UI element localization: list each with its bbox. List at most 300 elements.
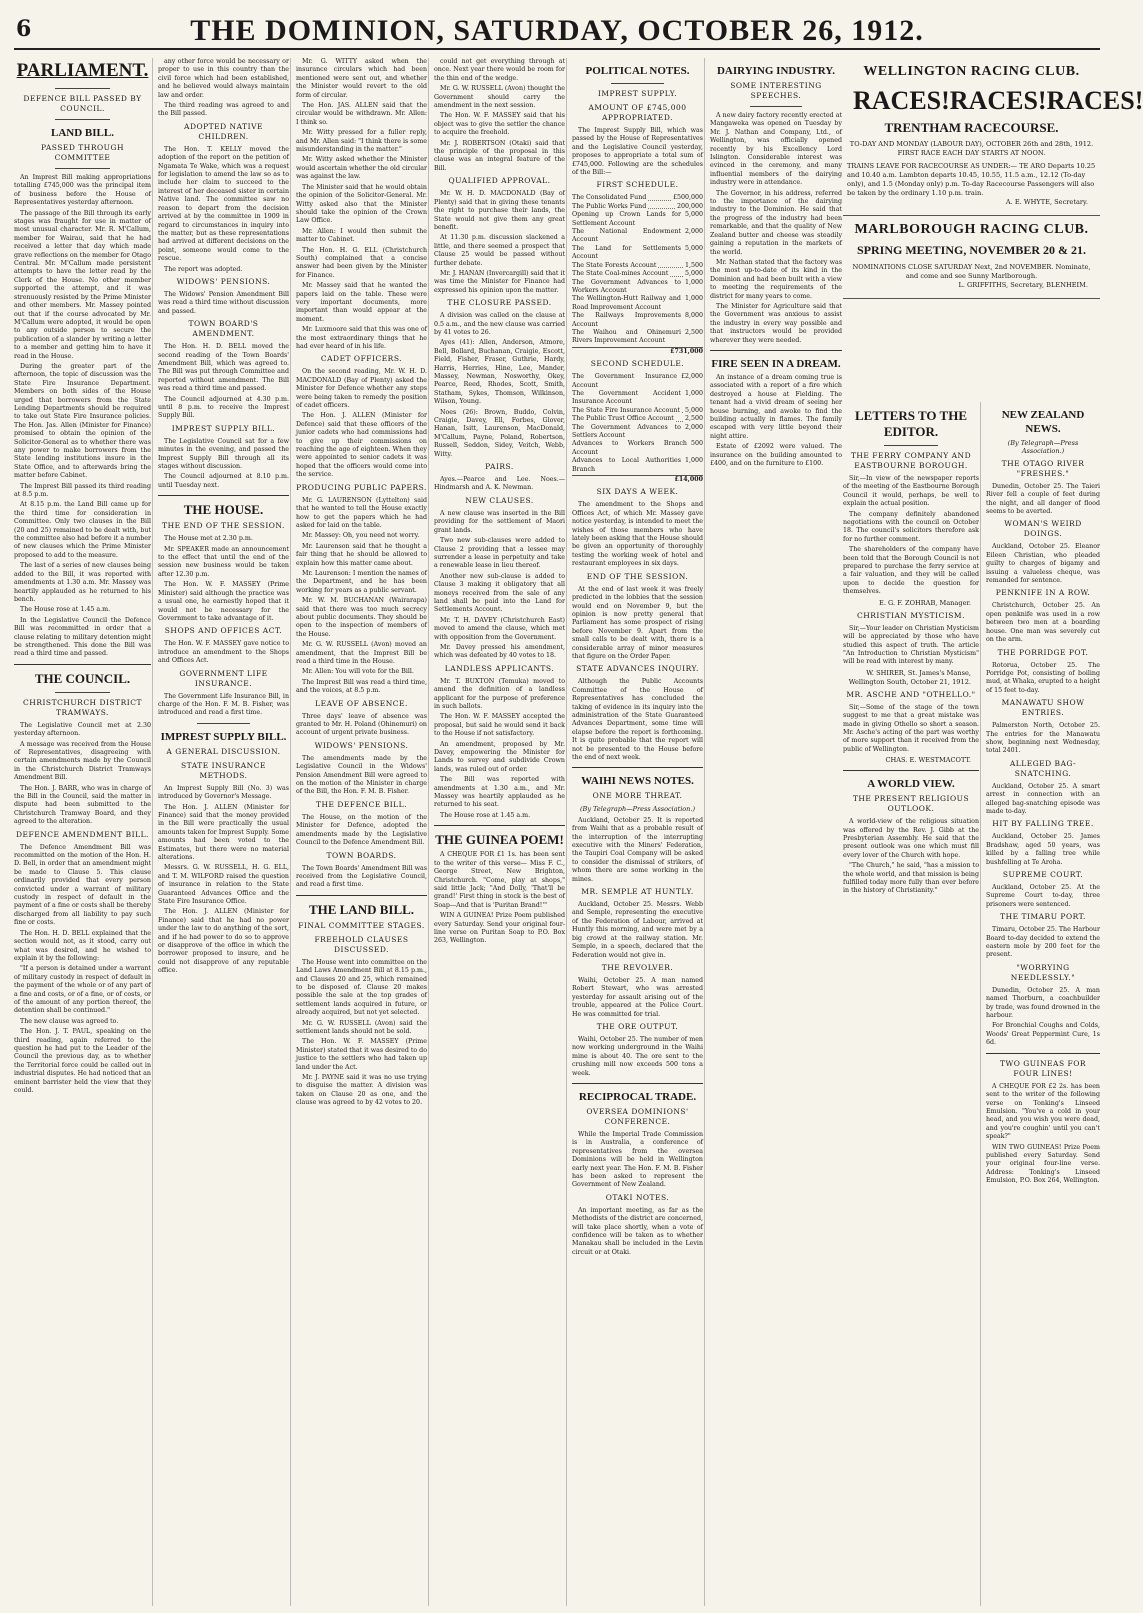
schedule-row — [572, 329, 703, 346]
paragraph: Mr. G. W. RUSSELL (Avon) moved an amendment, that the Imprest Bill be read a third time in the House. — [296, 641, 427, 665]
divider — [55, 168, 110, 169]
paragraph: The Imprest Bill passed its third reading at 8.5 p.m. — [14, 482, 151, 499]
marlborough-racing-ad — [843, 216, 1100, 299]
section-title-nz-news: NEW ZEALAND NEWS. — [1001, 409, 1085, 435]
paragraph: The new clause was agreed to. — [20, 1017, 119, 1025]
paragraph: The Hon. J. ALLEN (Minister for Defence) said that these officers of the junior cadets who had commissions had to give up their commissions on reaching the age of eighteen. When they were appointed to senior cadets it was hoped that the officers would come into the service. — [296, 412, 427, 479]
headline: LAND BILL. — [51, 127, 114, 139]
schedule-total: £731,000 — [572, 347, 703, 356]
column-3 — [290, 58, 427, 1606]
subheadline: SUPREME COURT. — [1002, 870, 1084, 879]
paragraph: The shareholders of the company have been told that the Borough Council is not prepared to purchase the ferry service at a fair valuation, and they will be called upon to decide the question for themselves. — [843, 546, 979, 596]
paragraph: The Imprest Supply Bill, which was passed by the House of Representatives and the Legislative Council yesterday, proposes to appropriate a total sum of £745,000. Following are the schedules of the Bill:— — [572, 127, 703, 177]
subheadline: END OF THE SESSION. — [586, 571, 689, 581]
paragraph: An instance of a dream coming true is associated with a report of a fire which destroyed a house at Fielding. The tenant had a vivid dream of seeing her house burning, and awoke to find the building actually in flames. The family escaped with very little beyond their night attire. — [710, 373, 842, 440]
paragraph: At 11.30 p.m. discussion slackened a little, and there seemed a prospect that Clause 25 would be passed without further debate. — [434, 234, 565, 267]
paragraph: Mr. T. BUXTON (Temuka) moved to amend the definition of a landless applicant for the purpose of preference in such ballots. — [434, 677, 565, 710]
subheadline: A GENERAL DISCUSSION. — [166, 746, 281, 756]
wellington-racing-ad — [843, 58, 1143, 216]
paragraph: A division was called on the clause at 0.5 a.m., and the new clause was carried by 41 votes to 26. — [434, 312, 565, 336]
schedule-amount: £500,000 — [672, 194, 703, 202]
paragraph: The passage of the Bill through its early stages was fraught for use in matter of most unusual character. Mr. R. M'Callum, member for Wairau, said that he had received a letter that day which made grave reflections on the member for Otago Central. Mr. M'Callum made persistent attempts to have the letter read by the Clerk of the House. No other member supported the attempt, and it was strenuously resisted by the Prime Minister and other members. Mr. Massey pointed out that if the course advocated by Mr. M'Callum were adopted, it would be open to any outside person to secure the publication of a slander by writing a letter to a member and getting him to have it read in the House. — [14, 209, 151, 360]
schedule-item: The Government Advances to Workers Account — [572, 278, 681, 294]
subheadline: SOME INTERESTING SPEECHES. — [730, 81, 822, 100]
headline: DEFENCE BILL PASSED BY COUNCIL. — [23, 94, 142, 113]
paragraph: The Hon. T. KELLY moved the adoption of the report on the petition of Ngamata Te Wake, which was a request for legislation to amend the law so as to include her claim to succeed to the interest of her deceased sister in certain Native land. The committee saw no reason to depart from the decision arrived at by the committee in 1909 in regard to circumstances in inquiry into the matter, but as these representations had arrived at different decisions on the point, someone would come to the rescue. — [158, 145, 289, 263]
paragraph: The Council adjourned at 4.30 p.m. until 8 p.m. to receive the Imprest Supply Bill. — [158, 395, 289, 420]
schedule-amount: 8,000 — [684, 312, 703, 320]
subheadline: THE TIMARU PORT. — [1000, 912, 1086, 922]
paragraph: Auckland, October 25. At the Supreme Court to-day, three prisoners were sentenced. — [986, 884, 1100, 908]
races-label: RACES! — [1046, 86, 1143, 115]
guinea-poem-headline: THE GUINEA POEM! — [435, 832, 564, 848]
paragraph: A CHEQUE FOR £1 1s. has been sent to the writer of this verse— Miss F. C., George Street, New Brighton, Christchurch. "Come, play at shops," said little Jack; "And Dolly, 'That'll be grand!' First thing in stock is the best of Soap—And that is 'Puritan Brand!'" — [434, 851, 565, 909]
paragraph: Mr. Davey pressed his amendment, which was defeated by 40 votes to 18. — [434, 643, 565, 660]
paragraph: The Widows' Pension Amendment Bill was read a third time without discussion and passed. — [158, 290, 289, 315]
ad-signature: L. GRIFFITHS, Secretary, BLENHEIM. — [958, 281, 1088, 289]
paragraph: In the Legislative Council the Defence Bill was recommitted in order that a clause relating to military detention might be strengthened. This done the Bill was read a third time and passed. — [14, 616, 151, 658]
subheadline: THE FERRY COMPANY AND EASTBOURNE BOROUGH. — [850, 451, 972, 470]
subheadline: CADET OFFICERS. — [320, 354, 403, 364]
paragraph: Palmerston North, October 25. The entries for the Manawatu show, beginning next Wednesday, total 2401. — [986, 722, 1100, 755]
paragraph: Mr. Massey: Oh, you need not worry. — [302, 532, 420, 540]
paragraph: An amendment, proposed by Mr. Davey, empowering the Minister for Lands to survey and subdivide Crown lands, was ruled out of order. — [434, 740, 565, 773]
paragraph: WIN TWO GUINEAS! Prize Poem published every Saturday. Send your original four-line verse. Address: Tonking's Linseed Emulsion, P.O. Box 264, Wellington. — [986, 1143, 1100, 1185]
paragraph: Mr. Laurenson: I mention the names of the Department, and he has been working for years as a public servant. — [296, 569, 427, 594]
paragraph: The Hon. J. BARR, who was in charge of the Bill in the Council, said the matter in dispute had been submitted to the Christchurch Tramway Board, and they agreed to the alteration. — [14, 784, 151, 826]
schedule-amount: 5,000 — [684, 211, 703, 219]
paragraph: The Minister for Agriculture said that the Government was anxious to assist the industry in every way possible and that instructors would be provided wherever they were needed. — [710, 302, 842, 344]
paragraph: The Governor, in his address, referred to the importance of the dairying industry to the Dominion. He said that the progress of the industry had been remarkable, and that the quality of New Zealand butter and cheese was steadily gaining a reputation in the markets of the world. — [710, 189, 842, 256]
subheadline: GOVERNMENT LIFE INSURANCE. — [179, 668, 268, 688]
paragraph: "If a person is detained under a warrant of military custody in respect of default in the payment of the whole or of any part of a fine and costs, or of a fine, or of costs, or of the amount of any portion thereof, the detention shall be continued." — [14, 965, 151, 1015]
schedule-item: The Government Insurance Account — [572, 373, 677, 389]
divider — [14, 664, 151, 665]
subheadline: IMPREST SUPPLY. — [597, 89, 678, 98]
paragraph: Auckland, October 25. James Bradshaw, aged 50 years, was killed by a falling tree while bushfelling at Te Aroha. — [986, 833, 1100, 866]
schedule-item: The Public Works Fund — [572, 202, 647, 210]
schedule-amount: 2,500 — [684, 415, 703, 423]
newspaper-title: THE DOMINION, SATURDAY, OCTOBER 26, 1912. — [190, 14, 924, 47]
schedule-amount: 2,500 — [684, 328, 703, 336]
divider — [296, 895, 427, 896]
paragraph: The last of a series of new clauses being added to the Bill, it was reported with amendments at 1.30 a.m. Mr. Massey was heartily applauded as he returned to his bench. — [14, 562, 151, 603]
paragraph: Dunedin, October 25. A man named Thorburn, a coachbuilder by trade, was found drowned in the harbour. — [986, 986, 1100, 1020]
paragraph: Mr. G. WITTY asked when the insurance circulars which had been mentioned were sent out, and whether the Minister would revert to the old form of circular. — [296, 58, 427, 99]
schedule-row — [572, 424, 703, 441]
paragraph: Sir,—Some of the stage of the town suggest to me that a great mistake was made in giving Othello so short a season. Mr. Asche's acting of the part was worthy of more support than it received from the public of Wellington. — [843, 703, 979, 753]
paragraph: any other force would be necessary or proper to use in this country than the civil force which had been established, and he believed would always maintain law and order. — [158, 58, 289, 99]
paragraph: Auckland, October 25. Messrs. Webb and Semple, representing the executive of the Federation of Labour, arrived at Huntly this morning, and were met by a big crowd at the railway station. Mr. Semple, in a speech, declared that the Federation would not give in. — [572, 901, 703, 959]
schedule-row — [572, 279, 703, 296]
headline: RECIPROCAL TRADE. — [578, 1090, 697, 1103]
paragraph: At 8.15 p.m. the Land Bill came up for the third time for consideration in Committee. Only two clauses in the Bill (20 and 25) remained to be dealt with, but the committee also had before it a number of new clauses which the Prime Minister proposed to add to the measure. — [14, 501, 151, 559]
paragraph: The Town Boards' Amendment Bill was received from the Legislative Council, and read a first time. — [296, 864, 427, 889]
schedule-row — [572, 211, 703, 228]
paragraph: Auckland, October 25. Eleanor Eileen Christian, who pleaded guilty to charges of bigamy and issuing a valueless cheque, was remanded for sentence. — [986, 543, 1100, 585]
paragraph: Messrs. G. W. RUSSELL, H. G. ELL, and T. M. WILFORD raised the question of insurance in relation to the State Guaranteed Advances Office and the State Fire Insurance Office. — [158, 864, 289, 906]
paragraph: An important meeting, as far as the Methodists of the district are concerned, will take place shortly, when a vote of confidence will be taken as to whether Manakau shall be included in the Levin circuit or at Otaki. — [572, 1206, 703, 1256]
byline: (By Telegraph—Press Association.) — [580, 805, 695, 814]
paragraph: "The Church," he said, "has a mission to the whole world, and that mission is being fulfilled today more fully than ever before in the history of Christianity." — [843, 862, 979, 895]
subheadline: STATE INSURANCE METHODS. — [181, 760, 266, 780]
paragraph: The Hon. J. ALLEN (Minister for Finance) said that the money provided in the Bill were practically the usual amounts taken for Imprest Supply. Some amounts had been voted to the Estimates, but there were no material alterations. — [158, 803, 289, 861]
paragraph: Although the Public Accounts Committee of the House of Representatives has concluded the taking of evidence in its inquiry into the administration of the State Guaranteed Advances Department, some time will elapse before the report is forthcoming. It is quite probable that the report will not be presented to the House before the end of next week. — [572, 678, 703, 761]
subheadline: SECOND SCHEDULE. — [590, 359, 685, 369]
subheadline: NEW CLAUSES. — [465, 495, 534, 505]
subheadline: FINAL COMMITTEE STAGES. — [298, 920, 425, 930]
subheadline: THE PORRIDGE POT. — [997, 647, 1089, 657]
paragraph: At the end of last week it was freely predicted in the lobbies that the session would end on November 9, but the opinion is now pretty general that Parliament has some prospect of rising before November 9. Apart from the small calls to be dealt with, there is a considerable array of minor measures that figure on the Order Paper. — [572, 585, 703, 660]
subheadline: MR. SEMPLE AT HUNTLY. — [581, 887, 694, 897]
column-2 — [152, 58, 289, 1606]
subheadline: "WORRYING NEEDLESSLY." — [1010, 962, 1076, 982]
divider — [884, 445, 938, 446]
paragraph: Sir,—Your leader on Christian Mysticism will be appreciated by those who have studied this aspect of truth. The article "An Introduction to Christian Mysticism" will be read with interest by many. — [843, 624, 979, 666]
paragraph: Mr. Laurenson said that he thought a fair thing that he should be allowed to explain how this matter came about. — [296, 542, 427, 567]
paragraph: The Council adjourned at 8.10 p.m. until Tuesday next. — [158, 473, 289, 489]
first-schedule-table — [572, 194, 703, 345]
paragraph: The Legislative Council sat for a few minutes in the evening, and passed the Imprest Supply Bill through all its stages without discussion. — [158, 437, 289, 471]
ad-signature: A. E. WHYTE, Secretary. — [1005, 198, 1088, 206]
schedule-total: £14,000 — [572, 475, 703, 484]
letter-signature: E. G. F. ZOHRAB, Manager. — [879, 598, 971, 607]
schedule-amount: 1,000 — [684, 295, 703, 303]
subheadline: LEAVE OF ABSENCE. — [315, 698, 408, 708]
paragraph: Mr. Massey said that he wanted the papers laid on the table. These were very important documents, more important than would appear at the moment. — [296, 282, 427, 323]
subheadline: CHRISTIAN MYSTICISM. — [857, 610, 965, 620]
schedule-amount: 500 — [690, 440, 703, 448]
subheadline: MANAWATU SHOW ENTRIES. — [1001, 698, 1085, 718]
subheadline: PRODUCING PUBLIC PAPERS. — [296, 482, 427, 492]
subheadline: THE PRESENT RELIGIOUS OUTLOOK. — [852, 794, 970, 814]
paragraph: The Hon. W. F. MASSEY (Prime Minister) said although the practice was a usual one, he earnestly hoped that it would not be necessary for the Government to take advantage of it. — [158, 581, 289, 622]
paragraph: The Bill was reported with amendments at 1.30 a.m., and Mr. Massey was heartily applauded as he returned to his seat. — [434, 776, 565, 809]
schedule-row — [572, 228, 703, 245]
schedule-item: The Consolidated Fund — [572, 194, 647, 202]
paragraph: Mr. Luxmoore said that this was one of the most extraordinary things that he had ever heard of in his life. — [296, 326, 427, 350]
paragraph: Mr. SPEAKER made an announcement to the effect that until the end of the session new business would be taken after 12.30 p.m. — [158, 545, 289, 578]
paragraph: The Hon. W. F. MASSEY (Prime Minister) stated that it was desired to do justice to the settlers who had taken up land under the Act. — [296, 1038, 428, 1071]
dot-leader — [648, 194, 671, 200]
paragraph: Mr. G. W. RUSSELL (Avon) said the settlement lands should not be sold. — [296, 1019, 427, 1035]
subheadline: THE REVOLVER. — [601, 962, 674, 972]
paragraph: could not get everything through at once. Next year there would be room for the thin end of the wedge. — [434, 58, 565, 82]
divider — [710, 350, 842, 351]
paragraph: Ayes.—Pearce and Lee. Noes.—Hindmarsh and A. K. Newman. — [434, 476, 565, 492]
column-8 — [980, 402, 1100, 1606]
paragraph: An Imprest Bill making appropriations totalling £745,000 was the principal item of business before the House of Representatives yesterday afternoon. — [14, 174, 151, 207]
paragraph: The Hon. J. T. PAUL, speaking on the third reading, again referred to the question he had put to the Leader of the Council the previous day, as to whether the Territorial force could be called out in industrial disputes. He had noticed that an eminent barrister held the view that they could. — [14, 1028, 151, 1094]
schedule-amount: 5,000 — [684, 270, 703, 278]
dot-leader — [682, 407, 683, 413]
paragraph: Another new sub-clause is added to Clause 3 making it obligatory that all moneys received from the sale of any land shall be paid into the Land for Settlements Account. — [434, 572, 565, 614]
schedule-amount: 200,000 — [676, 202, 703, 210]
subheadline: WIDOWS' PENSIONS. — [176, 276, 271, 286]
section-title-letters: LETTERS TO THE EDITOR. — [854, 408, 967, 439]
section-title-parliament: PARLIAMENT. — [16, 60, 149, 81]
paragraph: The Imprest Bill was read a third time, and the voices, at 8.5 p.m. — [296, 678, 427, 695]
schedule-item: The Land for Settlements Account — [572, 244, 681, 261]
paragraph: The company definitely abandoned negotiations with the council on October 18. The council's solicitors therefore ask for no further comment. — [843, 510, 979, 543]
paragraph: Mr. J. HANAN (Invercargill) said that it was time the Minister for Finance had expressed his opinion upon the matter. — [434, 269, 565, 294]
subheadline: IMPREST SUPPLY BILL. — [171, 423, 276, 433]
schedule-row — [572, 390, 703, 407]
paragraph: Timaru, October 25. The Harbour Board to-day decided to extend the eastern mole by 200 feet for the present. — [986, 926, 1100, 959]
paragraph: Auckland, October 25. A smart arrest in connection with an alleged bag-snatching episode was made to-day. — [986, 782, 1100, 815]
advertisement-block — [843, 58, 1143, 299]
divider — [55, 119, 110, 120]
paragraph: Mr. J. ROBERTSON (Otaki) said that the principle of the proposal in this clause was an integral feature of the Bill. — [434, 139, 565, 172]
column-6 — [704, 58, 842, 1606]
ad-venue: TRENTHAM RACECOURSE. — [884, 120, 1059, 135]
paragraph: Mr. G. LAURENSON (Lyttelton) said that he wanted to tell the House exactly how to get the papers which he had asked for laid on the table. — [296, 496, 427, 529]
schedule-amount: 5,000 — [684, 244, 703, 252]
schedule-row — [572, 457, 703, 474]
second-schedule-table — [572, 373, 703, 474]
paragraph: Mr. J. PAYNE said it was no use trying to disguise the matter. A division was taken on Clause 20 as one, and the clause was agreed to by 42 votes to 20. — [296, 1074, 427, 1107]
schedule-item: The Government Advances to Settlers Account — [572, 423, 681, 439]
dot-leader — [676, 415, 683, 421]
subheadline: FIRST SCHEDULE. — [596, 180, 679, 190]
paragraph: Mr. Nathan stated that the factory was the most up-to-date of its kind in the Dominion and had been built with a view to meeting the requirements of the district for many years to come. — [710, 258, 842, 300]
paragraph: The Minister said that he would obtain the opinion of the Solicitor-General. Mr. Witty asked also that the Minister should take the opinion of the Crown Law Office. — [296, 183, 427, 225]
schedule-item: The Wellington-Hutt Railway and Road Improvement Account — [572, 295, 681, 311]
subheadline: SHOPS AND OFFICES ACT. — [164, 626, 283, 636]
paragraph: Two new sub-clauses were added to Clause 2 providing that a lessee may surrender a lease in perpetuity and take a renewable lease in lieu thereof. — [434, 537, 565, 570]
paragraph: Dunedin, October 25. The Taieri River fell a couple of feet during the night, and all danger of flood seems to be averted. — [986, 482, 1100, 516]
paragraph: Mr. Allen: You will vote for the Bill. — [302, 668, 414, 676]
races-label: RACES! — [949, 86, 1047, 115]
subheadline: SIX DAYS A WEEK. — [596, 487, 679, 497]
paragraph: The House went into committee on the Land Laws Amendment Bill at 8.15 p.m., and Clauses 20 and 25, which remained to be disposed of. Clause 20 makes possible the sale at the top grades of settlement lands acquired in future, or already acquired, but not yet selected. — [296, 958, 427, 1017]
paragraph: Christchurch, October 25. An open penknife was used in a row between two men at a boarding house. One man was severely cut on the arm. — [986, 602, 1100, 644]
subheadline: THE DEFENCE BILL. — [315, 799, 408, 809]
schedule-row — [572, 262, 703, 270]
paragraph: Estate of £2092 were valued. The insurance on the building amounted to £400, and on the furniture to £100. — [710, 443, 842, 468]
schedule-item: The Waihou and Ohinemuri Rivers Improvement Account — [572, 328, 681, 345]
schedule-amount: 5,000 — [684, 406, 703, 414]
paragraph: Mr. T. H. DAVEY (Christchurch East) moved to amend the clause, which met with opposition from the Government. — [434, 616, 565, 641]
schedule-item: Advances to Workers Branch Account — [572, 440, 687, 456]
paragraph: During the greater part of the afternoon, the topic of discussion was the State Fire Insurance Department. Members on both sides of the House urged that borrowers from the State Lending Departments should be required to take out State Fire Insurance policies. The Hon. Jas. Allen (Minister for Finance) promised to obtain the opinion of the Solicitor-General as to whether there was any power to make borrowers from the State lending institutions insure in the State Office, and to afterwards bring the matter before Cabinet. — [14, 362, 151, 480]
headline: A WORLD VIEW. — [867, 778, 955, 791]
headline: FIRE SEEN IN A DREAM. — [711, 357, 841, 370]
ad-title: WELLINGTON RACING CLUB. — [863, 64, 1080, 79]
ad-dates: TO-DAY AND MONDAY (LABOUR DAY), OCTOBER 26th and 28th, 1912. FIRST RACE EACH DAY STARTS AT NOON. — [849, 140, 1094, 157]
paragraph: The amendment to the Shops and Offices Act, of which Mr. Massey gave notice yesterday, is intended to meet the wishes of those members who have lately been asking that the House should be given an opportunity of thoroughly testing the working week of hotel and restaurant employees in six days. — [572, 501, 703, 568]
paragraph: For Bronchial Coughs and Colds, Woods' Great Peppermint Cure, 1s 6d. — [986, 1022, 1100, 1047]
schedule-row — [572, 245, 703, 262]
subheadline: PENKNIFE IN A ROW. — [995, 588, 1091, 598]
subheadline: WOMAN'S WEIRD DOINGS. — [1004, 519, 1082, 539]
schedule-item: The State Forests Account — [572, 261, 657, 269]
paragraph: A message was received from the House of Representatives, disagreeing with certain amendments made by the Council in the Christchurch District Tramways Amendment Bill. — [14, 740, 151, 782]
subheadline: ADOPTED NATIVE CHILDREN. — [184, 121, 263, 141]
divider — [158, 495, 289, 496]
schedule-item: The National Endowment Account — [572, 228, 681, 244]
paragraph: Rotorua, October 25. The Porridge Pot, consisting of boiling mud, at Whaka, erupted to a height of 15 feet to-day. — [986, 661, 1100, 694]
subheadline: FREEHOLD CLAUSES DISCUSSED. — [314, 934, 409, 954]
subheadline: PASSED THROUGH COMMITTEE — [41, 143, 124, 162]
masthead — [14, 10, 1100, 50]
ad-text: NOMINATIONS CLOSE SATURDAY Next, 2nd NOVEMBER. Nominate, and come and see Sunny Marlborough. — [852, 263, 1091, 280]
byline: (By Telegraph—Press Association.) — [1007, 439, 1079, 456]
divider — [750, 106, 803, 107]
section-title-political-notes: POLITICAL NOTES. — [585, 65, 690, 77]
paragraph: The Hon. JAS. ALLEN said that the circular would be withdrawn. Mr. Allen: I think so. — [296, 102, 427, 126]
divider — [55, 88, 110, 89]
schedule-amount: 1,000 — [684, 389, 703, 397]
schedule-item: The Railways Improvements Account — [572, 312, 681, 328]
schedule-row — [572, 203, 703, 211]
races-banner — [853, 86, 1143, 116]
column-7 — [843, 402, 979, 1606]
schedule-item: The State Fire Insurance Account — [572, 406, 680, 414]
schedule-item: The State Coal-mines Account — [572, 270, 669, 278]
paragraph: The Hon. H. D. BELL moved the second reading of the Town Boards' Amendment Bill, which was agreed to. The Bill was put through Committee and reported without amendment. The Bill was read a third time and passed. — [158, 343, 289, 393]
subheadline: PAIRS. — [485, 462, 514, 472]
ad-trains: TRAINS LEAVE FOR RACECOURSE AS UNDER:— TE ARO Departs 10.25 and 10.40 a.m. Lambton departs 10.45, 10.55, 11.5 a.m., 12.12 (To-day only), and 1.5 (Monday only) p.m. To-day Racecourse Passengers will also be taken by the ordinary 1.10 p.m. train. — [847, 162, 1096, 197]
schedule-row — [572, 312, 703, 329]
paragraph: The Defence Amendment Bill was recommitted on the motion of the Hon. H. D. Bell, in order that an amendment might be made to Clause 5. This clause ordinarily provided that every person convicted under a warrant of military custody in respect of default in the payment of a fine or costs shall be thereby discharged from all liability to pay such fine or costs. — [14, 843, 151, 927]
subheadline: THE ORE OUTPUT. — [596, 1021, 679, 1031]
column-4 — [428, 58, 565, 1606]
subheadline: THE CLOSURE PASSED. — [447, 298, 552, 308]
schedule-amount: 2,000 — [684, 228, 703, 236]
divider — [986, 1053, 1100, 1054]
subheadline: THE OTAGO RIVER "FRESHES." — [1001, 458, 1085, 478]
subheadline: TOWN BOARDS. — [326, 850, 397, 860]
paragraph: Waihi, October 25. A man named Robert Stewart, who was arrested yesterday for assault arising out of the trouble, appeared at the Police Court. He was committed for trial. — [572, 976, 703, 1018]
subheadline: OTAKI NOTES. — [605, 1192, 670, 1202]
paragraph: The Hon. H. D. BELL explained that the section would not, as it stood, carry out what was desired, and he wished to explain it by the following: — [14, 929, 151, 962]
subheadline: WIDOWS' PENSIONS. — [314, 740, 409, 750]
paragraph: Noes (26): Brown, Buddo, Colvin, Craigie, Davey, Ell, Forbes, Glover, Hanan, Isitt, Laurenson, MacDonald, M'Callum, Payne, Poland, Robertson, Russell, Seddon, Sidey, Veitch, Webb, Witty. — [434, 408, 565, 458]
page-number: 6 — [16, 16, 32, 42]
paragraph: The Hon. H. G. ELL (Christchurch South) complained that a concise answer had been given by the Minister for Finance. — [296, 246, 427, 279]
headline: IMPREST SUPPLY BILL. — [160, 730, 287, 743]
paragraph: The Hon. W. F. MASSEY gave notice to introduce an amendment to the Shops and Offices Act. — [158, 640, 289, 665]
paragraph: A CHEQUE FOR £2 2s. has been sent to the writer of the following verse on Tonking's Linseed Emulsion. "You've a cold in your head, and you wish you were dead, and you're coughin' until you can't speak?" — [986, 1082, 1100, 1141]
column-5 — [566, 58, 703, 1606]
paragraph: While the Imperial Trade Commission is in Australia, a conference of representatives from the oversea Dominions will be held in Wellington early next year. The Hon. F. M. B. Fisher has been asked to represent the Government of New Zealand. — [572, 1130, 703, 1189]
paragraph: Mr. W. M. BUCHANAN (Wairarapa) said that there was too much secrecy about public documents. They should be open to the inspection of members of the House. — [296, 597, 427, 638]
paragraph: The amendments made by the Legislative Council in the Widows' Pension Amendment Bill were agreed to on the motion of the Minister in charge of the Bill, the Hon. F. M. B. Fisher. — [296, 754, 427, 796]
subheadline: AMOUNT OF £745,000 APPROPRIATED. — [588, 103, 687, 122]
paragraph: Ayes (41): Allen, Anderson, Atmore, Bell, Bollard, Buchanan, Craigie, Escott, Field, Fisher, Fraser, Guthrie, Hardy, Harris, Herries, Hine, Lee, Mander, Massey, Newman, Nosworthy, Okey, Pearce, Reed, Rhodes, Scott, Smith, Statham, Sykes, Thomson, Wilkinson, Wilson, Young. — [434, 339, 565, 406]
subheadline: CHRISTCHURCH DISTRICT TRAMWAYS. — [23, 697, 142, 717]
subheadline: TWO GUINEAS FOR FOUR LINES! — [1000, 1058, 1086, 1078]
ad-meeting: SPRING MEETING, NOVEMBER 20 & 21. — [856, 243, 1086, 257]
paragraph: A new dairy factory recently erected at Mangaweka was opened on Tuesday by Mr. J. Nathan and Company, Ltd., of Wellington, was officially opened recently by his Excellency Lord Islington. Considerable interest was evinced in the ceremony, and many influential members of the dairying industry were in attendance. — [710, 112, 842, 187]
paragraph: Mr. Witty asked whether the Minister would ascertain whether the old circular was against the law. — [296, 156, 427, 181]
letter-signature: CHAS. E. WESTMACOTT. — [885, 756, 971, 765]
races-label: RACES! — [853, 86, 950, 115]
paragraph: On the second reading, Mr. W. H. D. MACDONALD (Bay of Plenty) asked the Minister for Defence whether any steps were being taken to remedy the position of cadet officers. — [296, 368, 427, 410]
paragraph: The Hon. W. F. MASSEY said that his object was to give the settler the chance to acquire the freehold. — [434, 112, 565, 137]
divider — [434, 825, 565, 826]
paragraph: The House, on the motion of the Minister for Defence, adopted the amendments made by the Legislative Council to the Defence Amendment Bill. — [296, 813, 427, 847]
paragraph: The House rose at 1.45 a.m. — [20, 606, 111, 614]
subheadline: DEFENCE AMENDMENT BILL. — [16, 829, 149, 839]
dot-leader — [658, 262, 683, 268]
schedule-item: The Government Accident Insurance Account — [572, 389, 681, 406]
schedule-row — [572, 440, 703, 457]
paragraph: A new clause was inserted in the Bill providing for the settlement of Maori grant lands. — [434, 509, 565, 534]
paragraph: The Government Life Insurance Bill, in charge of the Hon. F. M. B. Fisher, was introduced and read a first time. — [158, 692, 289, 717]
divider — [55, 692, 110, 693]
divider — [843, 770, 979, 771]
paragraph: The Hon. W. F. MASSEY accepted the proposal, but said he would send it back to the House if not satisfactory. — [434, 713, 565, 738]
paragraph: The third reading was agreed to and the Bill passed. — [158, 102, 289, 118]
schedule-amount: 2,000 — [684, 423, 703, 431]
paragraph: Auckland, October 25. It is reported from Waihi that as a probable result of the interruption of the interrupting executive with the Miners' Federation, the Taupiri Coal Company will be asked to consider the dismissal of strikers, of whom there are some working in the mines. — [572, 816, 703, 883]
schedule-row — [572, 295, 703, 312]
subheadline: STATE ADVANCES INQUIRY. — [576, 664, 699, 674]
section-title-dairying: DAIRYING INDUSTRY. — [716, 65, 835, 77]
schedule-row — [572, 415, 703, 423]
divider — [572, 767, 703, 768]
subheadline: LANDLESS APPLICANTS. — [444, 663, 555, 673]
schedule-row — [572, 194, 703, 202]
subheadline: THE END OF THE SESSION. — [162, 521, 285, 531]
paragraph: The Hon. J. ALLEN (Minister for Finance) said that he had no power under the law to do anything of the sort, and if he had power to do so to approve or disapprove of the office in which the borrower proposed to insure, and he could not disapprove of any reputable office. — [158, 908, 289, 975]
dot-leader — [648, 203, 675, 209]
subheadline: HIT BY FALLING TREE. — [992, 819, 1094, 829]
schedule-amount: 1,500 — [684, 261, 703, 269]
schedule-row — [572, 373, 703, 390]
subheadline: TOWN BOARD'S AMENDMENT. — [188, 319, 259, 339]
headline: THE COUNCIL. — [34, 670, 131, 686]
paragraph: Mr. Allen: I would then submit the matter to Cabinet. — [296, 227, 427, 244]
paragraph: Mr. Witty pressed for a fuller reply, and Mr. Allen said: "I think there is some misunderstanding in the matter." — [296, 129, 427, 154]
ad-title: MARLBOROUGH RACING CLUB. — [854, 222, 1089, 237]
headline: WAIHI NEWS NOTES. — [581, 775, 694, 788]
schedule-item: Opening up Crown Lands for Settlement Account — [572, 211, 681, 227]
paragraph: An Imprest Supply Bill (No. 3) was introduced by Governor's Message. — [158, 784, 289, 801]
paragraph: The report was adopted. — [164, 265, 243, 273]
paragraph: Mr. G. W. RUSSELL (Avon) thought the Government should carry the amendment in the next session. — [434, 85, 565, 110]
schedule-item: Advances to Local Authorities Branch — [572, 457, 681, 473]
paragraph: Mr. W. H. D. MACDONALD (Bay of Plenty) said that in giving these tenants the right to purchase their lands, the State would not give them any great benefit. — [434, 190, 565, 231]
column-1 — [14, 58, 151, 1606]
subheadline: QUALIFIED APPROVAL. — [448, 176, 551, 186]
schedule-amount: £2,000 — [680, 373, 703, 381]
headline: THE HOUSE. — [183, 502, 264, 518]
paragraph: The Legislative Council met at 2.30 yesterday afternoon. — [14, 721, 151, 738]
paragraph: The House rose at 1.45 a.m. — [440, 811, 531, 819]
paragraph: WIN A GUINEA! Prize Poem published every Saturday. Send your original four-line verse on Puritan Soap to P.O. Box 263, Wellington. — [434, 912, 565, 945]
schedule-amount: 1,000 — [684, 457, 703, 465]
subheadline: ONE MORE THREAT. — [592, 791, 683, 801]
divider — [197, 723, 249, 724]
paragraph: Three days' leave of absence was granted to Mr. H. Poland (Ohinemuri) on account of urgent private business. — [296, 712, 427, 737]
paragraph: Waihi, October 25. The number of men now working underground in the Waihi mine is about 40. The ore sent to the crushing mill now exceeds 500 tons a week. — [572, 1035, 703, 1077]
schedule-item: The Public Trust Office Account — [572, 415, 674, 423]
paragraph: A world-view of the religious situation was offered by the Rev. J. Gibb at the Presbyterian Assembly. He said that the present outlook was one which must fill every lover of the Church with hope. — [843, 818, 979, 859]
letter-signature: W. SHIRER, St. James's Manse, Wellington South, October 21, 1912. — [848, 668, 971, 686]
schedule-row — [572, 407, 703, 415]
subheadline: ALLEGED BAG-SNATCHING. — [1009, 758, 1077, 778]
schedule-amount: 1,000 — [684, 278, 703, 286]
divider — [611, 83, 663, 84]
schedule-row — [572, 270, 703, 278]
paragraph: Sir,—In view of the newspaper reports of the meeting of the Eastbourne Borough Council it would, perhaps, be well to explain the actual position. — [843, 475, 979, 508]
subheadline: MR. ASCHE AND "OTHELLO." — [846, 689, 976, 699]
paragraph: The House met at 2.30 p.m. — [164, 535, 253, 543]
dot-leader — [670, 270, 683, 276]
